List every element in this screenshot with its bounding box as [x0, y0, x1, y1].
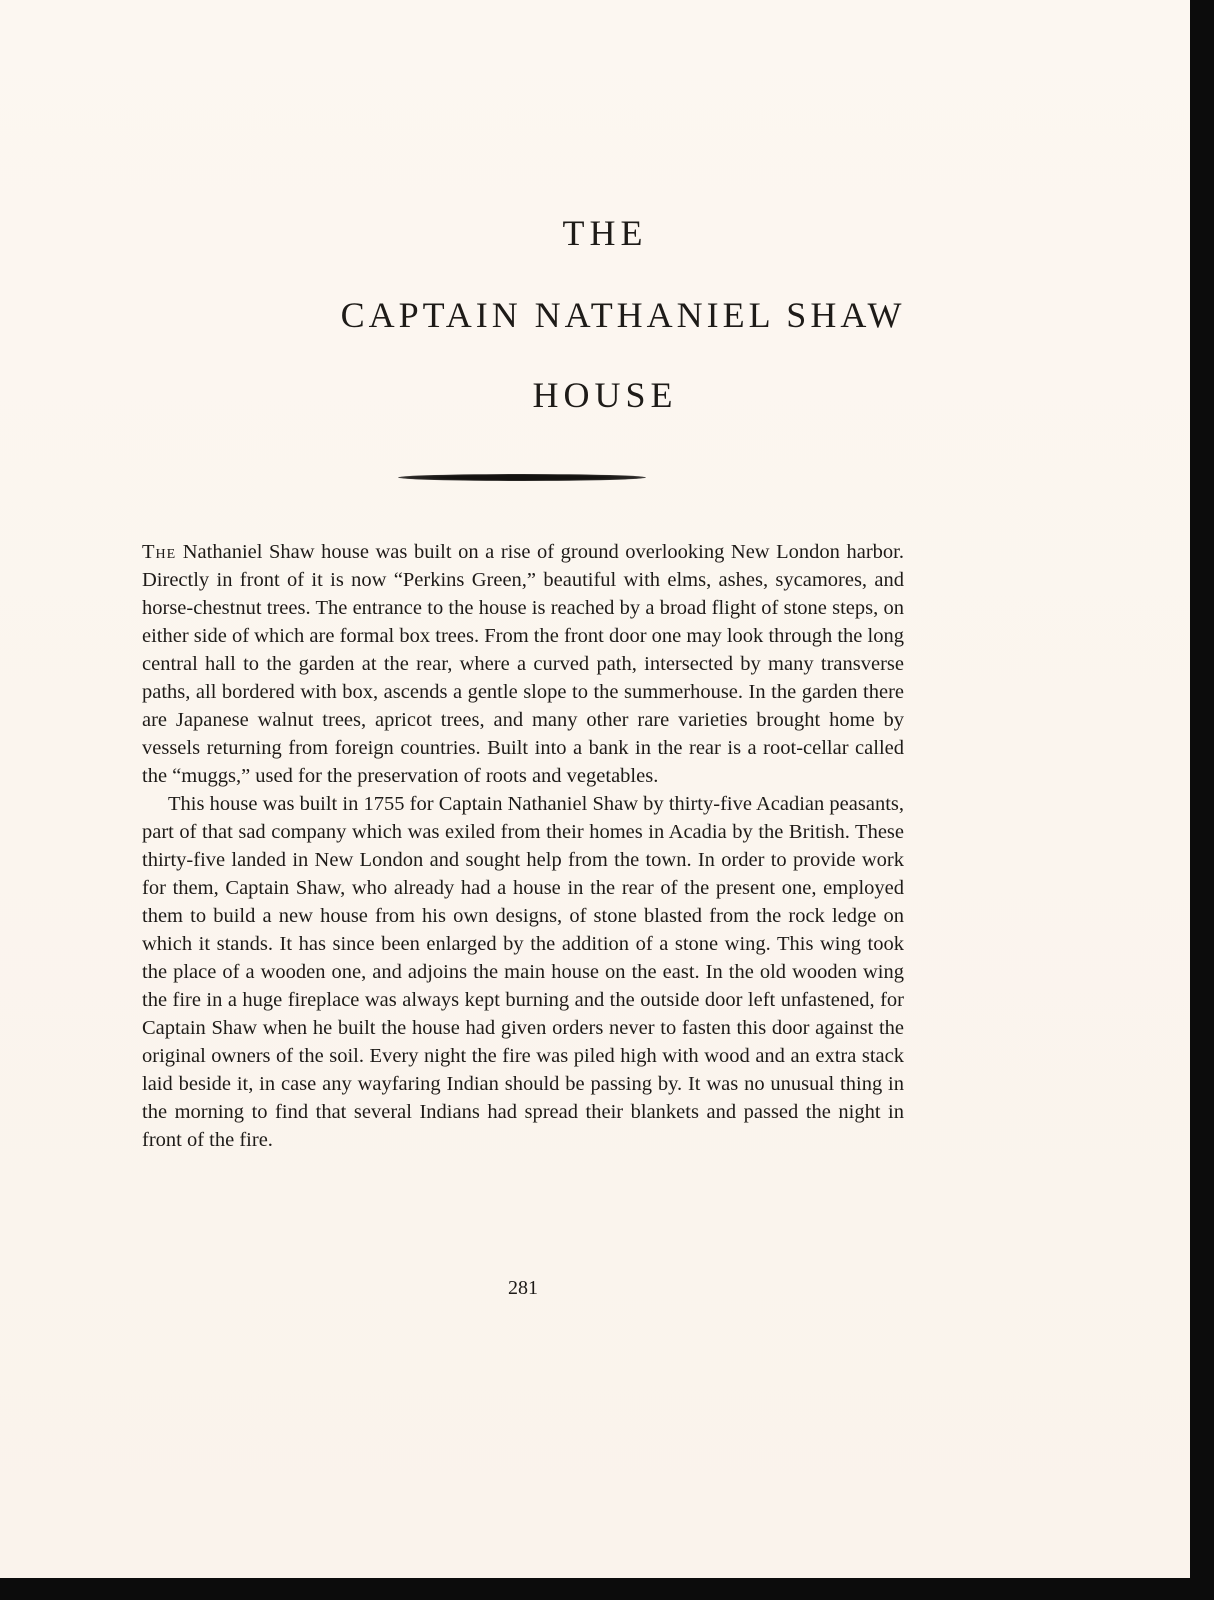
title-line-house: HOUSE	[532, 375, 678, 415]
title-line-the: THE	[562, 213, 648, 253]
paragraph-2: This house was built in 1755 for Captain Nathaniel Shaw by thirty-five Acadian peasants, part of that sad company which was exiled from their homes in Acadia by the British. These thirty-five landed in New London and sought help from the town. In order to provide work for them, Captain Shaw, who already had a house in the rear of the present one, employed them to build a new house from his own designs, of stone blasted from the rock ledge on which it stands. It has since been enlarged by the addition of a stone wing. This wing took the place of a wooden one, and adjoins the main house on the east. In the old wooden wing the fire in a huge fireplace was always kept burning and the outside door left unfastened, for Captain Shaw when he built the house had given orders never to fasten this door against the original owners of the soil. Every night the fire was piled high with wood and an extra stack laid beside it, in case any wayfaring Indian should be passing by. It was no unusual thing in the morning to find that several Indians had spread their blankets and passed the night in front of the fire.	[142, 793, 904, 1151]
body-text	[142, 538, 904, 1154]
paragraph-1	[142, 538, 904, 790]
paragraph-1-text: Nathaniel Shaw house was built on a rise of ground overlooking New London harbor. Directly in front of it is now “Perkins Green,” beautiful with elms, ashes, sycamores, and horse-chestnut trees. The entrance to the house is reached by a broad flight of stone steps, on either side of which are formal box trees. From the front door one may look through the long central hall to the garden at the rear, where a curved path, intersected by many transverse paths, all bordered with box, ascends a gentle slope to the summerhouse. In the garden there are Japanese walnut trees, apricot trees, and many other rare varieties brought home by vessels returning from foreign countries. Built into a bank in the rear is a root-cellar called the “muggs,” used for the preservation of roots and vegetables.	[142, 541, 904, 787]
title-line-captain-nathaniel-shaw: CAPTAIN NATHANIEL SHAW	[340, 295, 906, 335]
page-number: 281	[508, 1277, 538, 1299]
scan-border-bottom	[0, 1578, 1214, 1600]
paragraph-1-lead: The	[142, 541, 177, 563]
scan-border-right	[1190, 0, 1214, 1600]
decorative-rule	[398, 474, 646, 481]
